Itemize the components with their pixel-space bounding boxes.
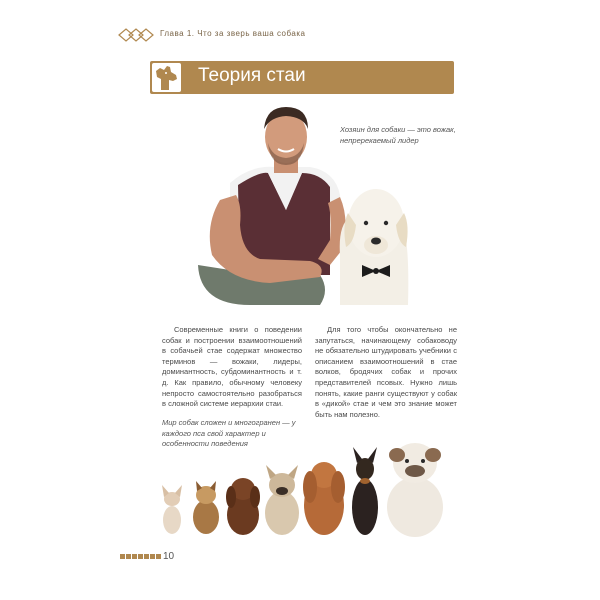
page-number: 10 [163, 551, 175, 562]
yorkshire-terrier-image [193, 481, 219, 534]
dog-head-icon [152, 63, 181, 92]
footer-ornament-square [120, 554, 125, 559]
footer-ornament-square [144, 554, 149, 559]
page-footer [120, 551, 200, 563]
footer-ornament-square [156, 554, 161, 559]
footer-ornament-square [150, 554, 155, 559]
section-title: Теория стаи [198, 65, 306, 86]
miniature-pinscher-image [352, 447, 378, 535]
body-paragraph-left: Современные книги о поведении собак и построении взаимоотношений в собачьей стае содержат множество терминов — вожаки, лидеры, доминантность, субдоминантность и т. д. Как правило, обычному человеку непросто самостоятельно разобраться в сложной системе иерархии стаи. [162, 325, 302, 409]
footer-ornament-square [132, 554, 137, 559]
chihuahua-image [162, 485, 182, 534]
french-bulldog-image [265, 465, 299, 535]
cocker-spaniel-image [303, 462, 345, 535]
footer-ornament-square [138, 554, 143, 559]
chapter-title: Глава 1. Что за зверь ваша собака [160, 29, 306, 38]
english-bulldog-image [387, 443, 443, 537]
photo-caption: Хозяин для собаки — это вожак, непререкаемый лидер [340, 125, 456, 145]
diamond-ornament-icon [115, 27, 155, 43]
footer-ornament-square [126, 554, 131, 559]
dog-breeds-lineup-photo [150, 435, 460, 545]
body-paragraph-right: Для того чтобы окончательно не запутаться, начинающему собаководу не обязательно штудировать учебники с описанием взаимоотношений в стае волков, бродячих собак и прочих представителей псовых. Нужно лишь понять, какие ранги существуют у собак в «дикой» стае и чем это знание может быть нам полезно. [315, 325, 457, 419]
running-header [115, 27, 455, 45]
section-banner [150, 61, 454, 94]
dachshund-image [226, 478, 260, 535]
pull-quote: Мир собак сложен и многогранен — у каждого пса свой характер и особенности поведения [162, 418, 296, 449]
